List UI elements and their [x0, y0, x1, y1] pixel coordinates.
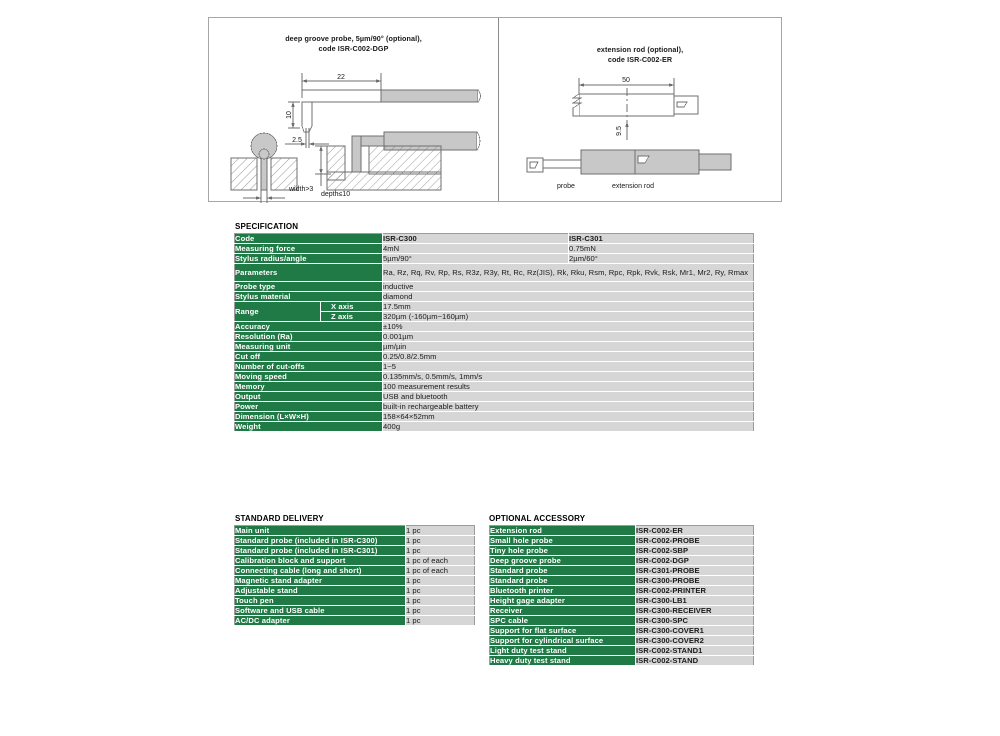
- table-row: [235, 576, 475, 586]
- delivery-item-label: Main unit: [235, 526, 406, 536]
- accessory-item-label: Support for flat surface: [490, 626, 636, 636]
- accessory-item-code: ISR-C002-PROBE: [636, 536, 754, 546]
- delivery-item-label: Software and USB cable: [235, 606, 406, 616]
- standard-delivery-table-body: [235, 526, 475, 626]
- drawing-deep-groove-probe: [209, 18, 499, 201]
- table-row: [235, 302, 754, 312]
- accessory-item-label: Receiver: [490, 606, 636, 616]
- table-row: [490, 596, 754, 606]
- accessory-item-code: ISR-C300-PROBE: [636, 576, 754, 586]
- spec-value-cut-off: 0.25/0.8/2.5mm: [383, 352, 754, 362]
- delivery-item-label: Calibration block and support: [235, 556, 406, 566]
- table-row: [235, 616, 475, 626]
- label-extension-rod: extension rod: [612, 183, 655, 190]
- dimension-length-50: 50: [622, 77, 630, 84]
- spec-value-code-c301: ISR-C301: [569, 234, 754, 244]
- delivery-item-quantity: 1 pc: [406, 546, 475, 556]
- accessory-item-code: ISR-C002-ER: [636, 526, 754, 536]
- accessory-item-code: ISR-C301-PROBE: [636, 566, 754, 576]
- spec-value-measuring-unit: µm/µin: [383, 342, 754, 352]
- spec-label-cut-off: Cut off: [235, 352, 383, 362]
- spec-value-measuring-force-c301: 0.75mN: [569, 244, 754, 254]
- spec-label-range-x-axis: X axis: [321, 302, 383, 312]
- drawing-left-title-line2: code ISR-C002-DGP: [318, 44, 389, 54]
- accessory-item-code: ISR-C300-SPC: [636, 616, 754, 626]
- spec-value-memory: 100 measurement results: [383, 382, 754, 392]
- spec-value-weight: 400g: [383, 422, 754, 432]
- specification-table-body: [235, 234, 754, 432]
- table-row: [235, 234, 754, 244]
- spec-value-range-z-axis: 320µm (-160µm~160µm): [383, 312, 754, 322]
- table-row: [235, 606, 475, 616]
- accessory-item-code: ISR-C002-PRINTER: [636, 586, 754, 596]
- specification-table: [234, 233, 754, 432]
- delivery-item-quantity: 1 pc: [406, 596, 475, 606]
- spec-value-dimension: 158×64×52mm: [383, 412, 754, 422]
- spec-label-range: Range: [235, 302, 321, 322]
- table-row: [235, 412, 754, 422]
- spec-value-probe-type: inductive: [383, 282, 754, 292]
- delivery-item-quantity: 1 pc: [406, 536, 475, 546]
- table-row: [235, 536, 475, 546]
- spec-value-parameters: Ra, Rz, Rq, Rv, Rp, Rs, R3z, R3y, Rt, Rc, Rz(JIS), Rk, Rku, Rsm, Rpc, Rpk, Rvk, Rsk, Mr1, Mr2, Ry, Rmax: [383, 264, 754, 282]
- spec-value-resolution: 0.001µm: [383, 332, 754, 342]
- table-row: [490, 556, 754, 566]
- table-row: [235, 392, 754, 402]
- note-groove-width: width>3: [289, 186, 314, 193]
- accessory-item-label: Standard probe: [490, 576, 636, 586]
- spec-label-measuring-unit: Measuring unit: [235, 342, 383, 352]
- table-row: [490, 656, 754, 666]
- table-row: [490, 546, 754, 556]
- delivery-item-quantity: 1 pc: [406, 606, 475, 616]
- label-probe: probe: [557, 183, 575, 190]
- delivery-item-label: Standard probe (included in ISR-C300): [235, 536, 406, 546]
- table-row: [235, 526, 475, 536]
- spec-label-resolution: Resolution (Ra): [235, 332, 383, 342]
- table-row: [490, 616, 754, 626]
- spec-label-output: Output: [235, 392, 383, 402]
- dimension-tip-2-5: 2.5: [292, 137, 302, 144]
- delivery-item-quantity: 1 pc: [406, 576, 475, 586]
- delivery-item-label: Connecting cable (long and short): [235, 566, 406, 576]
- delivery-item-quantity: 1 pc: [406, 586, 475, 596]
- spec-label-memory: Memory: [235, 382, 383, 392]
- spec-value-stylus-radius-c301: 2µm/60°: [569, 254, 754, 264]
- table-row: [235, 322, 754, 332]
- accessory-item-label: SPC cable: [490, 616, 636, 626]
- table-row: [235, 264, 754, 282]
- spec-value-moving-speed: 0.135mm/s, 0.5mm/s, 1mm/s: [383, 372, 754, 382]
- table-row: [235, 332, 754, 342]
- spec-value-output: USB and bluetooth: [383, 392, 754, 402]
- accessory-item-label: Extension rod: [490, 526, 636, 536]
- spec-label-power: Power: [235, 402, 383, 412]
- spec-value-measuring-force-c300: 4mN: [383, 244, 569, 254]
- drawing-right-title-line2: code ISR-C002-ER: [607, 55, 673, 65]
- table-row: [235, 292, 754, 302]
- dimension-height-10: 10: [286, 111, 293, 119]
- delivery-item-quantity: 1 pc of each: [406, 556, 475, 566]
- accessory-item-label: Light duty test stand: [490, 646, 636, 656]
- table-row: [235, 342, 754, 352]
- accessory-item-label: Bluetooth printer: [490, 586, 636, 596]
- spec-value-power: built-in rechargeable battery: [383, 402, 754, 412]
- accessory-item-code: ISR-C300-COVER2: [636, 636, 754, 646]
- spec-value-range-x-axis: 17.5mm: [383, 302, 754, 312]
- dimension-height-9-5: 9.5: [616, 126, 623, 136]
- table-row: [235, 372, 754, 382]
- delivery-item-quantity: 1 pc of each: [406, 566, 475, 576]
- technical-drawings-panel: [208, 17, 782, 202]
- optional-accessory-table: [489, 525, 754, 666]
- standard-delivery-table: [234, 525, 475, 626]
- accessory-item-label: Standard probe: [490, 566, 636, 576]
- delivery-item-quantity: 1 pc: [406, 616, 475, 626]
- spec-value-code-c300: ISR-C300: [383, 234, 569, 244]
- table-row: [235, 382, 754, 392]
- accessory-item-label: Tiny hole probe: [490, 546, 636, 556]
- table-row: [235, 586, 475, 596]
- spec-label-range-z-axis: Z axis: [321, 312, 383, 322]
- table-row: [490, 566, 754, 576]
- table-row: [490, 526, 754, 536]
- table-row: [490, 576, 754, 586]
- spec-label-stylus-material: Stylus material: [235, 292, 383, 302]
- spec-label-number-of-cut-offs: Number of cut-offs: [235, 362, 383, 372]
- delivery-item-label: Standard probe (included in ISR-C301): [235, 546, 406, 556]
- specification-heading: SPECIFICATION: [235, 222, 299, 231]
- spec-label-weight: Weight: [235, 422, 383, 432]
- delivery-item-label: Touch pen: [235, 596, 406, 606]
- drawing-left-title-line1: deep groove probe, 5µm/90° (optional),: [285, 34, 422, 43]
- spec-label-accuracy: Accuracy: [235, 322, 383, 332]
- table-row: [235, 352, 754, 362]
- table-row: [490, 626, 754, 636]
- table-row: [235, 282, 754, 292]
- extension-rod-illustration: [499, 18, 781, 203]
- accessory-item-code: ISR-C300-RECEIVER: [636, 606, 754, 616]
- table-row: [490, 536, 754, 546]
- optional-accessory-table-body: [490, 526, 754, 666]
- accessory-item-label: Height gage adapter: [490, 596, 636, 606]
- accessory-item-label: Heavy duty test stand: [490, 656, 636, 666]
- spec-label-measuring-force: Measuring force: [235, 244, 383, 254]
- spec-label-probe-type: Probe type: [235, 282, 383, 292]
- delivery-item-label: Magnetic stand adapter: [235, 576, 406, 586]
- accessory-item-code: ISR-C300-COVER1: [636, 626, 754, 636]
- table-row: [235, 422, 754, 432]
- drawing-right-title-line1: extension rod (optional),: [596, 45, 684, 54]
- table-row: [490, 606, 754, 616]
- table-row: [235, 556, 475, 566]
- accessory-item-label: Small hole probe: [490, 536, 636, 546]
- accessory-item-code: ISR-C002-STAND: [636, 656, 754, 666]
- accessory-item-code: ISR-C002-SBP: [636, 546, 754, 556]
- table-row: [235, 402, 754, 412]
- drawing-extension-rod: [499, 18, 781, 201]
- accessory-item-label: Deep groove probe: [490, 556, 636, 566]
- delivery-item-label: Adjustable stand: [235, 586, 406, 596]
- table-row: [235, 546, 475, 556]
- spec-value-accuracy: ±10%: [383, 322, 754, 332]
- table-row: [235, 254, 754, 264]
- table-row: [235, 596, 475, 606]
- spec-label-code: Code: [235, 234, 383, 244]
- dimension-length-22: 22: [337, 74, 345, 81]
- spec-value-stylus-material: diamond: [383, 292, 754, 302]
- delivery-item-label: AC/DC adapter: [235, 616, 406, 626]
- table-row: [235, 244, 754, 254]
- table-row: [235, 566, 475, 576]
- accessory-item-code: ISR-C002-STAND1: [636, 646, 754, 656]
- delivery-item-quantity: 1 pc: [406, 526, 475, 536]
- table-row: [235, 362, 754, 372]
- table-row: [490, 586, 754, 596]
- table-row: [490, 646, 754, 656]
- spec-label-stylus-radius-angle: Stylus radius/angle: [235, 254, 383, 264]
- deep-groove-probe-illustration: [209, 18, 499, 203]
- spec-label-parameters: Parameters: [235, 264, 383, 282]
- accessory-item-code: ISR-C002-DGP: [636, 556, 754, 566]
- optional-accessory-heading: OPTIONAL ACCESSORY: [489, 514, 586, 523]
- accessory-item-code: ISR-C300-LB1: [636, 596, 754, 606]
- note-groove-depth: depth≤10: [321, 191, 351, 198]
- table-row: [490, 636, 754, 646]
- spec-value-number-of-cut-offs: 1~5: [383, 362, 754, 372]
- spec-label-dimension: Dimension (L×W×H): [235, 412, 383, 422]
- accessory-item-label: Support for cylindrical surface: [490, 636, 636, 646]
- spec-value-stylus-radius-c300: 5µm/90°: [383, 254, 569, 264]
- spec-label-moving-speed: Moving speed: [235, 372, 383, 382]
- standard-delivery-heading: STANDARD DELIVERY: [235, 514, 324, 523]
